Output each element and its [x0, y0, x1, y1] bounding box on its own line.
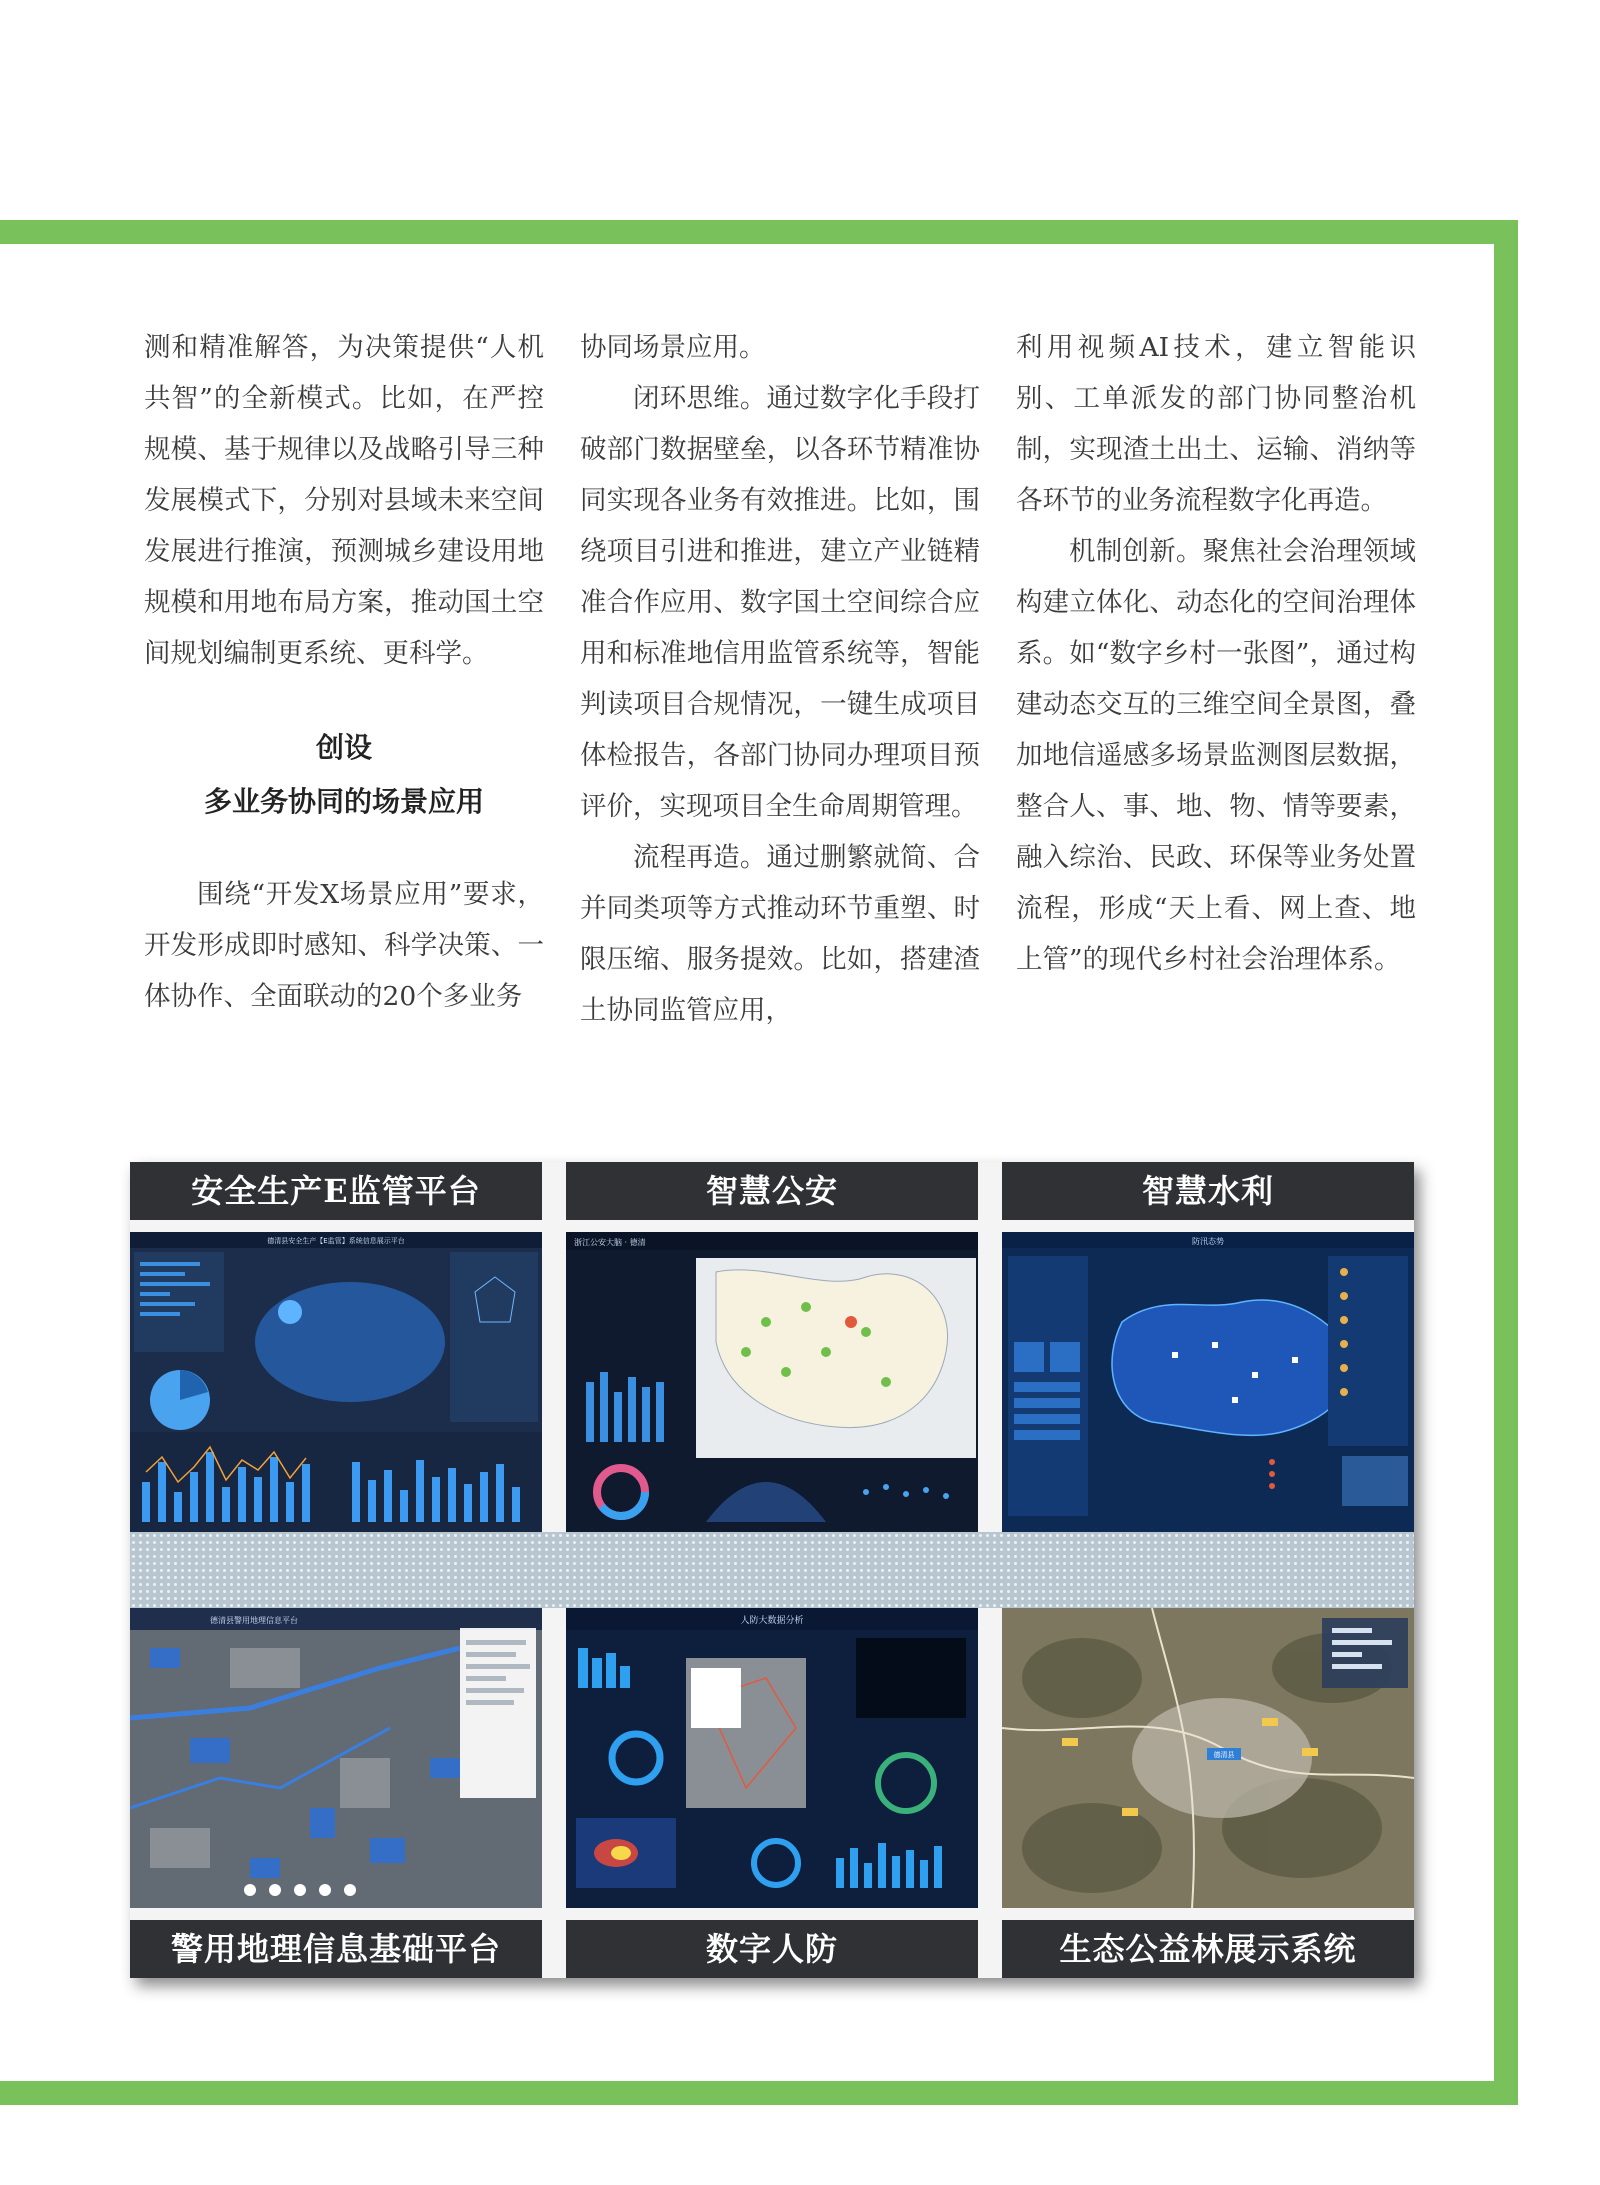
tile-label: 警用地理信息基础平台 [130, 1920, 542, 1978]
map-screenshot-police-gis [130, 1608, 542, 1908]
green-frame-top [0, 220, 1518, 244]
paragraph: 闭环思维。通过数字化手段打破部门数据壁垒，以各环节精准协同实现各业务有效推进。比如，围绕项目引进和推进，建立产业链精准合作应用、数字国土空间综合应用和标准地信用监管系统等，智能判读项目合规情况，一键生成项目体检报告，各部门协同办理项目预评价，实现项目全生命周期管理。 [580, 383, 980, 822]
tile-label: 智慧水利 [1002, 1162, 1414, 1220]
heading-line-2: 多业务协同的场景应用 [203, 785, 484, 818]
screen-title: 德清县警用地理信息平台 [210, 1616, 298, 1625]
paragraph: 测和精准解答，为决策提供“人机共智”的全新模式。比如，在严控规模、基于规律以及战略引导三种发展模式下，分别对县域未来空间发展进行推演，预测城乡建设用地规模和用地布局方案，推动国土空间规划编制更系统、更科学。 [144, 332, 544, 669]
paragraph: 围绕“开发X场景应用”要求，开发形成即时感知、科学决策、一体协作、全面联动的20个多业务 [144, 879, 544, 1012]
paragraph: 机制创新。聚焦社会治理领域构建立体化、动态化的空间治理体系。如“数字乡村一张图”，通过构建动态交互的三维空间全景图，叠加地信遥感多场景监测图层数据，整合人、事、地、物、情等要素，融入综治、民政、环保等业务处置流程，形成“天上看、网上查、地上管”的现代乡村社会治理体系。 [1016, 536, 1416, 975]
tile-label: 数字人防 [566, 1920, 978, 1978]
section-heading [144, 721, 544, 829]
satellite-screenshot-forest [1002, 1608, 1414, 1908]
screen-title: 浙江公安大脑 · 德清 [574, 1238, 646, 1247]
dashboard-screenshot-safety [130, 1232, 542, 1532]
tile-label: 安全生产E监管平台 [130, 1162, 542, 1220]
screen-title: 德清县 [1213, 1751, 1235, 1759]
dashboard-screenshot-civil-defense [566, 1608, 978, 1908]
tile-label: 智慧公安 [566, 1162, 978, 1220]
paragraph: 利用视频AI技术，建立智能识别、工单派发的部门协同整治机制，实现渣土出土、运输、消纳等各环节的业务流程数字化再造。 [1016, 332, 1416, 516]
green-frame-right [1494, 220, 1518, 2105]
screen-title: 德清县安全生产【E监管】系统信息展示平台 [267, 1237, 405, 1245]
tile-label: 生态公益林展示系统 [1002, 1920, 1414, 1978]
heading-line-1: 创设 [315, 731, 372, 764]
article-column-2 [580, 322, 980, 1036]
article-column-3 [1016, 322, 1416, 985]
dashboard-screenshot-water [1002, 1232, 1414, 1532]
dotted-pattern-band [130, 1532, 1414, 1608]
paragraph: 协同场景应用。 [580, 332, 766, 363]
screen-title: 防汛态势 [1192, 1237, 1224, 1246]
paragraph: 流程再造。通过删繁就简、合并同类项等方式推动环节重塑、时限压缩、服务提效。比如，搭建渣土协同监管应用， [580, 842, 980, 1026]
dashboard-screenshot-police [566, 1232, 978, 1532]
green-frame-bottom [0, 2081, 1518, 2105]
article-column-1 [144, 322, 544, 1022]
screen-title: 人防大数据分析 [740, 1616, 804, 1626]
screenshot-collage-figure [130, 1162, 1414, 1978]
